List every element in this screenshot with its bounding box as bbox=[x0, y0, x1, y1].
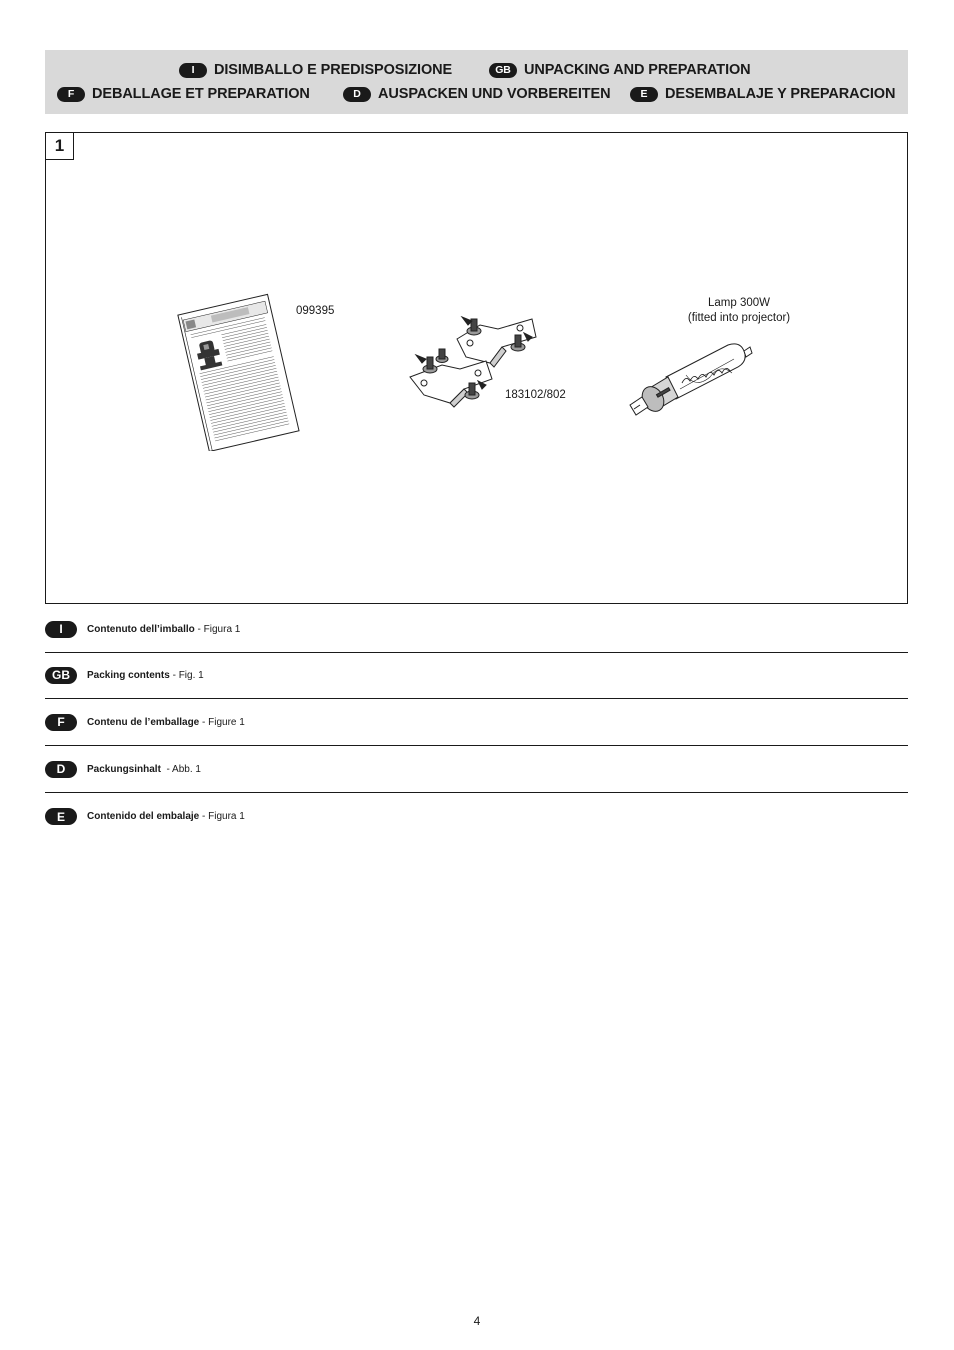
header-title-de: AUSPACKEN UND VORBEREITEN bbox=[378, 86, 611, 102]
caption-title-fr: Contenu de l’emballage bbox=[87, 716, 200, 728]
caption-ref-fr: - Figure 1 bbox=[199, 716, 245, 728]
header-item-de bbox=[343, 86, 610, 102]
caption-ref-it: - Figura 1 bbox=[194, 623, 241, 635]
manual-part-code: 099395 bbox=[296, 305, 335, 317]
lamp-label-line2: (fitted into projector) bbox=[687, 312, 791, 324]
brackets-part-code: 183102/802 bbox=[505, 389, 566, 401]
caption-title-es: Contenido del embalaje bbox=[87, 811, 200, 822]
header-title-gb: UNPACKING AND PREPARATION bbox=[524, 62, 751, 78]
caption-row-gb bbox=[45, 652, 908, 699]
header-title-fr: DEBALLAGE ET PREPARATION bbox=[92, 86, 310, 102]
caption-badge-de: D bbox=[45, 761, 77, 778]
caption-title-de: Packungsinhalt bbox=[87, 763, 161, 775]
figure-number: 1 bbox=[46, 133, 74, 160]
header-title-it: DISIMBALLO E PREDISPOSIZIONE bbox=[214, 62, 453, 78]
figure-1-box bbox=[45, 132, 908, 604]
header-item-fr bbox=[57, 86, 310, 102]
header-item-it bbox=[179, 62, 452, 78]
caption-title-it: Contenuto dell’imballo bbox=[87, 623, 195, 635]
instruction-manual-illustration bbox=[176, 291, 301, 451]
header-item-gb bbox=[489, 62, 751, 78]
caption-row-it bbox=[45, 606, 908, 653]
language-badge-gb: GB bbox=[489, 63, 517, 78]
caption-badge-gb: GB bbox=[45, 667, 77, 684]
caption-badge-fr: F bbox=[45, 714, 77, 731]
caption-ref-de: - Abb. 1 bbox=[160, 763, 201, 775]
language-badge-de: D bbox=[343, 87, 371, 102]
caption-ref-gb: - Fig. 1 bbox=[169, 669, 204, 681]
page-number: 4 bbox=[473, 1314, 481, 1328]
lamp-300w-illustration bbox=[626, 331, 756, 423]
header-item-es bbox=[630, 86, 895, 102]
caption-badge-it: I bbox=[45, 621, 77, 638]
lamp-label bbox=[679, 296, 799, 326]
caption-row-fr bbox=[45, 699, 908, 746]
caption-ref-es: - Figura 1 bbox=[199, 811, 245, 822]
language-badge-it: I bbox=[179, 63, 207, 78]
caption-title-gb: Packing contents bbox=[87, 669, 170, 681]
language-badge-fr: F bbox=[57, 87, 85, 102]
lamp-label-line1: Lamp 300W bbox=[707, 297, 770, 309]
caption-row-de bbox=[45, 746, 908, 793]
header-title-es: DESEMBALAJE Y PREPARACION bbox=[665, 86, 896, 102]
caption-row-es bbox=[45, 793, 908, 840]
section-header bbox=[45, 50, 908, 114]
language-badge-es: E bbox=[630, 87, 658, 102]
caption-badge-es: E bbox=[45, 808, 77, 825]
